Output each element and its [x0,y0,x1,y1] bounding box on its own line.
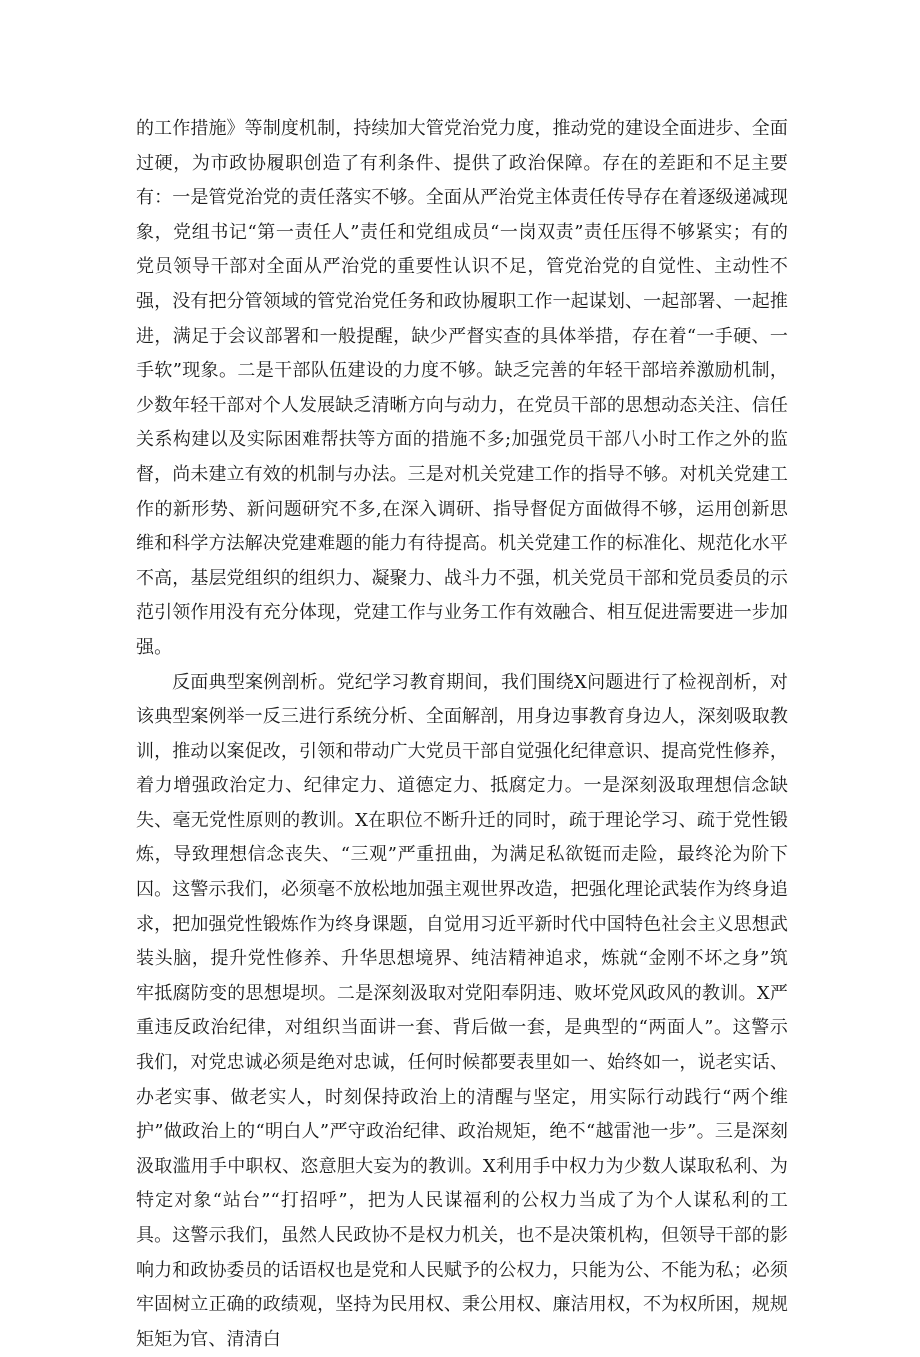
paragraph-negative-case-analysis: 反面典型案例剖析。党纪学习教育期间，我们围绕X问题进行了检视剖析，对该典型案例举一反三进行系统分析、全面解剖，用身边事教育身边人，深刻吸取教训，推动以案促改，引领和带动广大党员干部自觉强化纪律意识、提高党性修养，着力增强政治定力、纪律定力、道德定力、抵腐定力。一是深刻汲取理想信念缺失、毫无党性原则的教训。X在职位不断升迁的同时，疏于理论学习、疏于党性锻炼，导致理想信念丧失、“三观”严重扭曲，为满足私欲铤而走险，最终沦为阶下囚。这警示我们，必须毫不放松地加强主观世界改造，把强化理论武装作为终身追求，把加强党性锻炼作为终身课题，自觉用习近平新时代中国特色社会主义思想武装头脑，提升党性修养、升华思想境界、纯洁精神追求，炼就“金刚不坏之身”筑牢抵腐防变的思想堤坝。二是深刻汲取对党阳奉阴违、败坏党风政风的教训。X严重违反政治纪律，对组织当面讲一套、背后做一套，是典型的“两面人”。这警示我们，对党忠诚必须是绝对忠诚，任何时候都要表里如一、始终如一，说老实话、办老实事、做老实人，时刻保持政治上的清醒与坚定，用实际行动践行“两个维护”做政治上的“明白人”严守政治纪律、政治规矩，绝不“越雷池一步”。三是深刻汲取滥用手中职权、恣意胆大妄为的教训。X利用手中权力为少数人谋取私利、为特定对象“站台”“打招呼”，把为人民谋福利的公权力当成了为个人谋私利的工具。这警示我们，虽然人民政协不是权力机关，也不是决策机构，但领导干部的影响力和政协委员的话语权也是党和人民赋予的公权力，只能为公、不能为私；必须牢固树立正确的政绩观，坚持为民用权、秉公用权、廉洁用权，不为权所困，规规矩矩为官、清清白 [136,666,788,1357]
document-body [136,112,788,1357]
paragraph-responsibility-shortcomings: 的工作措施》等制度机制，持续加大管党治党力度，推动党的建设全面进步、全面过硬，为市政协履职创造了有利条件、提供了政治保障。存在的差距和不足主要有：一是管党治党的责任落实不够。全面从严治党主体责任传导存在着逐级递减现象，党组书记“第一责任人”责任和党组成员“一岗双责”责任压得不够紧实；有的党员领导干部对全面从严治党的重要性认识不足，管党治党的自觉性、主动性不强，没有把分管领域的管党治党任务和政协履职工作一起谋划、一起部署、一起推进，满足于会议部署和一般提醒，缺少严督实查的具体举措，存在着“一手硬、一手软”现象。二是干部队伍建设的力度不够。缺乏完善的年轻干部培养激励机制，少数年轻干部对个人发展缺乏清晰方向与动力，在党员干部的思想动态关注、信任关系构建以及实际困难帮扶等方面的措施不多;加强党员干部八小时工作之外的监督，尚未建立有效的机制与办法。三是对机关党建工作的指导不够。对机关党建工作的新形势、新问题研究不多,在深入调研、指导督促方面做得不够，运用创新思维和科学方法解决党建难题的能力有待提高。机关党建工作的标准化、规范化水平不高，基层党组织的组织力、凝聚力、战斗力不强，机关党员干部和党员委员的示范引领作用没有充分体现，党建工作与业务工作有效融合、相互促进需要进一步加强。 [136,112,788,666]
